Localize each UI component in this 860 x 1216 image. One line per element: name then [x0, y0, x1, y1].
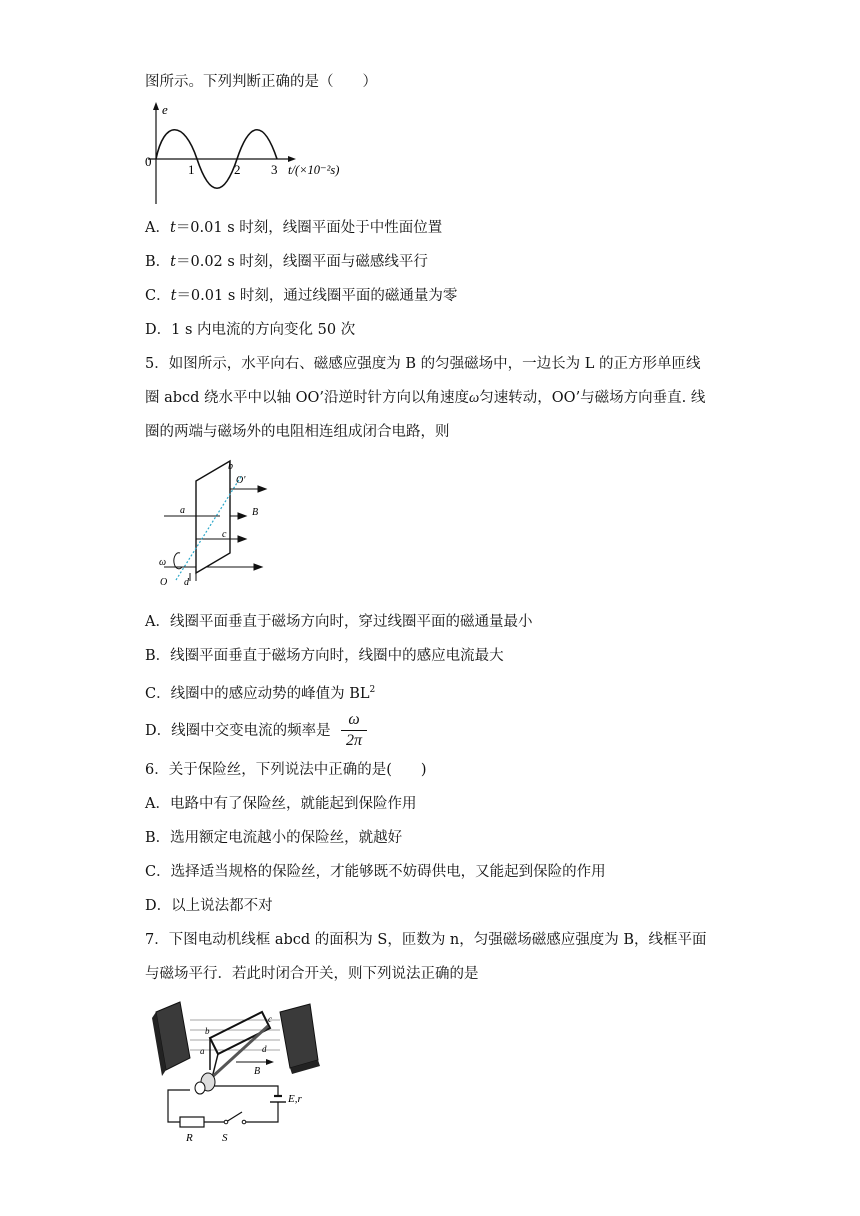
- graph-x-label: t/(×10⁻²s): [288, 163, 340, 177]
- q4-option-b: B．t＝0.02 s 时刻，线圈平面与磁感线平行: [145, 254, 428, 270]
- fig-label-a: a: [180, 505, 185, 516]
- fig-label-B: B: [252, 507, 259, 518]
- q6-option-c: C．选择适当规格的保险丝，才能够既不妨碍供电，又能起到保险的作用: [145, 864, 606, 880]
- q5-stem-line-3: 圈的两端与磁场外的电阻相连组成闭合电路，则: [145, 424, 450, 440]
- q5-option-a: A．线圈平面垂直于磁场方向时，穿过线圈平面的磁通量最小: [145, 614, 533, 630]
- q5-stem-line-1: 5．如图所示，水平向右、磁感应强度为 B 的匀强磁场中，一边长为 L 的正方形单匝线: [145, 356, 701, 372]
- q4-stem-tail: 图所示。下列判断正确的是（ ）: [145, 74, 377, 90]
- q7-stem-line-2: 与磁场平行．若此时闭合开关，则下列说法正确的是: [145, 966, 479, 982]
- q4-option-c: C．t＝0.01 s 时刻，通过线圈平面的磁通量为零: [145, 288, 458, 304]
- fig-label-d: d: [184, 577, 189, 588]
- graph-tick-3: 3: [271, 162, 278, 177]
- motor-label-b: b: [205, 1026, 210, 1036]
- motor-figure: [150, 998, 325, 1143]
- q6-stem: 6．关于保险丝，下列说法中正确的是( ): [145, 762, 427, 778]
- fig-label-o-prime: O': [236, 475, 246, 486]
- fig-label-omega: ω: [159, 557, 167, 568]
- motor-label-c: c: [268, 1014, 272, 1024]
- motor-label-B: B: [254, 1066, 261, 1077]
- q6-option-d: D．以上说法都不对: [145, 898, 273, 914]
- sine-wave-graph: [140, 100, 360, 210]
- q5-stem-line-2: 圈 abcd 绕水平中以轴 OO’沿逆时针方向以角速度ω匀速转动，OO’与磁场方向垂直. 线: [145, 390, 706, 406]
- graph-y-label: e: [162, 102, 168, 117]
- q4-option-a: A．t＝0.01 s 时刻，线圈平面处于中性面位置: [145, 220, 443, 236]
- q6-option-a: A．电路中有了保险丝，就能起到保险作用: [145, 796, 417, 812]
- q4-option-d: D．1 s 内电流的方向变化 50 次: [145, 322, 356, 338]
- motor-label-a: a: [200, 1046, 205, 1056]
- motor-label-Er: E,r: [288, 1093, 302, 1105]
- fig-label-c: c: [222, 529, 227, 540]
- q5-option-c: C．线圈中的感应动势的峰值为 $BL^2$: [145, 685, 376, 702]
- q5-option-b: B．线圈平面垂直于磁场方向时，线圈中的感应电流最大: [145, 648, 504, 664]
- q5-option-d: D．线圈中交变电流的频率是: [145, 723, 331, 739]
- graph-tick-1: 1: [188, 162, 195, 177]
- fig-label-b: b: [228, 461, 233, 472]
- motor-label-R: R: [186, 1132, 193, 1143]
- rotating-coil-figure: [150, 455, 280, 590]
- q7-stem-line-1: 7．下图电动机线框 abcd 的面积为 S，匝数为 n，匀强磁场磁感应强度为 B，线框平面: [145, 932, 707, 948]
- motor-label-S: S: [222, 1132, 228, 1143]
- graph-origin: 0: [145, 154, 152, 169]
- q6-option-b: B．选用额定电流越小的保险丝，就越好: [145, 830, 403, 846]
- fig-label-O: O: [160, 577, 168, 588]
- frequency-fraction: ω 2π: [341, 711, 367, 750]
- graph-tick-2: 2: [234, 162, 241, 177]
- motor-label-d: d: [262, 1044, 267, 1054]
